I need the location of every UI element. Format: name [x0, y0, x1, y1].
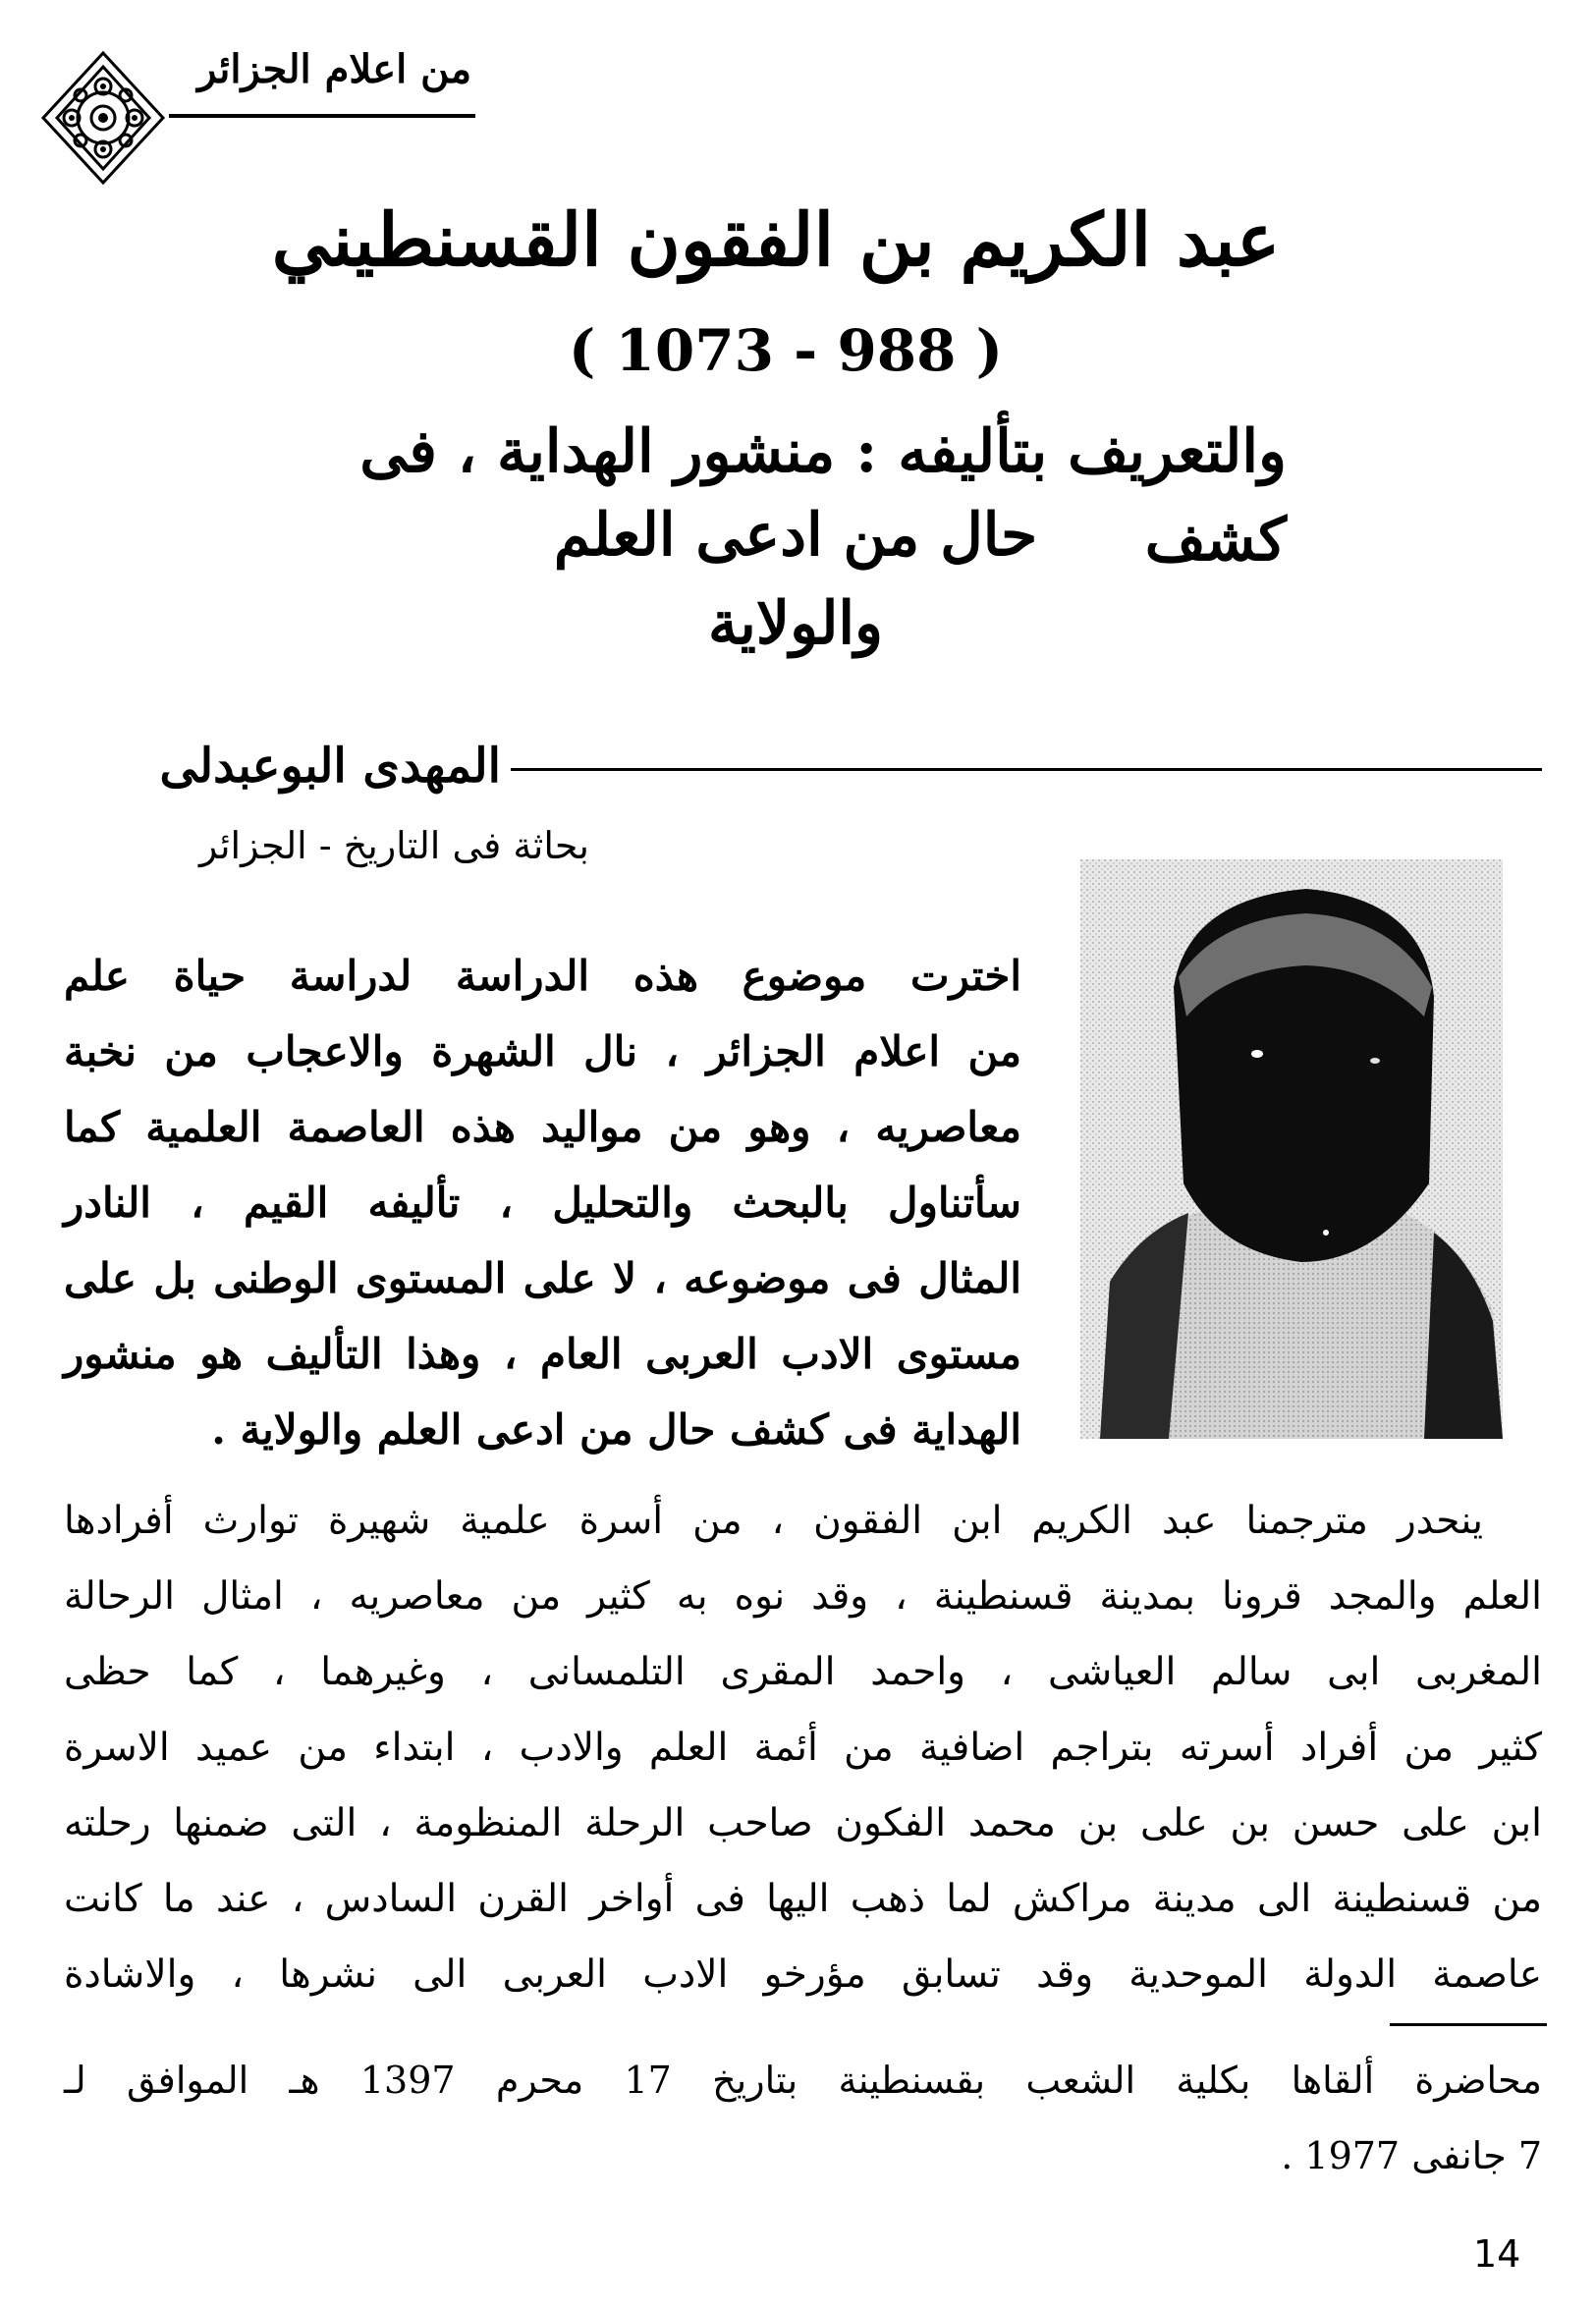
author-name: المهدى البوعبدلى	[147, 727, 501, 805]
body-line: عاصمة الدولة الموحدية وقد تسابق مؤرخو الادب العربى الى نشرها ، والاشادة	[64, 1952, 1542, 1997]
page-number: 14	[1473, 2232, 1521, 2276]
author-rule	[511, 768, 1542, 771]
intro-line: سأتناول بالبحث والتحليل ، تأليفه القيم ، النادر	[64, 1179, 1021, 1227]
body-line: كثير من أفراد أسرته بتراجم اضافية من أئمة العلم والادب ، ابتداء من عميد الاسرة	[64, 1726, 1542, 1770]
intro-paragraph	[64, 938, 1021, 1467]
intro-line: المثال فى موضوعه ، لا على المستوى الوطنى بل على	[64, 1254, 1021, 1302]
footnote-line: محاضرة ألقاها بكلية الشعب بقسنطينة بتاريخ 17 محرم 1397 هـ الموافق لـ	[64, 2059, 1542, 2102]
intro-line: مستوى الادب العربى العام ، وهذا التأليف هو منشور	[64, 1330, 1021, 1378]
intro-line: معاصريه ، وهو من مواليد هذه العاصمة العلمية كما	[64, 1103, 1021, 1151]
footnote-rule	[1390, 2023, 1547, 2026]
header-rule	[169, 114, 475, 118]
footnote	[64, 2043, 1542, 2194]
body-line: ينحدر مترجمنا عبد الكريم ابن الفقون ، من أسرة علمية شهيرة توارث أفرادها	[64, 1499, 1483, 1543]
author-affiliation: بحاثة فى التاريخ - الجزائر	[199, 824, 589, 867]
footnote-line: 7 جانفى 1977 .	[1281, 2134, 1542, 2177]
subtitle-line-1: والتعريف بتأليفه : منشور الهداية ، فى كشف	[359, 417, 1287, 575]
body-line: المغربى ابى سالم العياشى ، واحمد المقرى التلمسانى ، وغيرهما ، كما حظى	[64, 1650, 1542, 1694]
body-line: ابن على حسن بن على بن محمد الفكون صاحب الرحلة المنظومة ، التى ضمنها رحلته	[64, 1801, 1542, 1845]
ornament-icon	[39, 49, 167, 187]
subtitle-line-2: حال من ادعى العلم والولاية	[553, 501, 1038, 658]
body-line: العلم والمجد قرونا بمدينة قسنطينة ، وقد نوه به كثير من معاصريه ، امثال الرحالة	[64, 1574, 1542, 1619]
author-portrait	[1080, 859, 1503, 1439]
running-header: من اعلام الجزائر	[197, 46, 471, 92]
body-paragraph	[64, 1483, 1542, 2012]
intro-line: اخترت موضوع هذه الدراسة لدراسة حياة علم	[64, 952, 1021, 1000]
article-title: عبد الكريم بن الفقون القسنطيني	[271, 198, 1281, 283]
body-line: من قسنطينة الى مدينة مراكش لما ذهب اليها فى أواخر القرن السادس ، عند ما كانت	[64, 1877, 1542, 1921]
intro-line: الهداية فى كشف حال من ادعى العلم والولاية .	[211, 1405, 1021, 1454]
life-dates: ( 1073 - 988 )	[568, 317, 1004, 384]
intro-line: من اعلام الجزائر ، نال الشهرة والاعجاب من نخبة	[64, 1027, 1021, 1075]
